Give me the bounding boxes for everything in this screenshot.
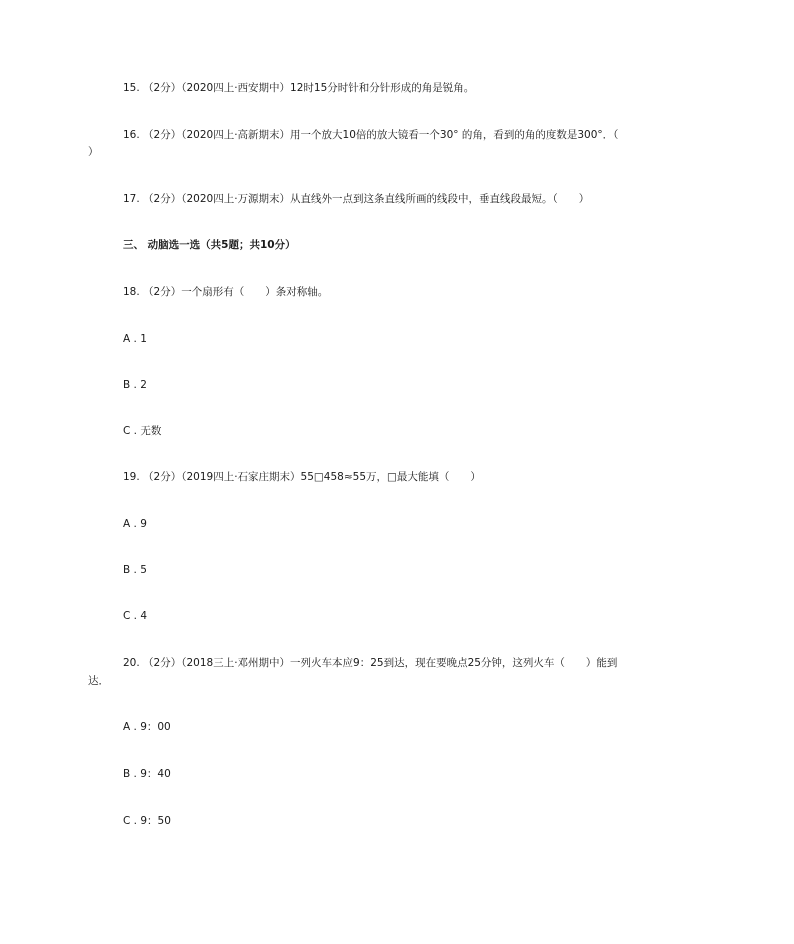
question-16-continuation: ）	[88, 146, 99, 158]
question-20-option-b: B . 9：40	[123, 768, 171, 780]
question-18-option-b: B . 2	[123, 379, 147, 391]
question-20: 20. （2分）（2018三上·邓州期中）一列火车本应9：25到达，现在要晚点25分钟，这列火车（ ）能到	[123, 657, 618, 669]
question-17: 17. （2分）（2020四上·万源期末）从直线外一点到这条直线所画的线段中，垂直线段最短。（ ）	[123, 193, 590, 205]
question-19: 19. （2分）（2019四上·石家庄期末）55□458≈55万，□最大能填（ ）	[123, 471, 481, 483]
question-19-option-b: B . 5	[123, 564, 147, 576]
question-18: 18. （2分）一个扇形有（ ）条对称轴。	[123, 286, 329, 298]
question-16: 16. （2分）（2020四上·高新期末）用一个放大10倍的放大镜看一个30° 的角，看到的角的度数是300°．（	[123, 129, 619, 141]
question-18-option-c: C . 无数	[123, 425, 162, 437]
question-20-option-a: A . 9：00	[123, 721, 171, 733]
question-20-option-c: C . 9：50	[123, 815, 171, 827]
question-15: 15. （2分）（2020四上·西安期中）12时15分时针和分针形成的角是锐角。	[123, 82, 475, 94]
question-19-option-c: C . 4	[123, 610, 148, 622]
question-18-option-a: A . 1	[123, 333, 147, 345]
question-20-continuation: 达．	[88, 675, 109, 687]
question-19-option-a: A . 9	[123, 518, 147, 530]
section-title: 三、 动脑选一选（共5题；共10分）	[123, 239, 296, 251]
